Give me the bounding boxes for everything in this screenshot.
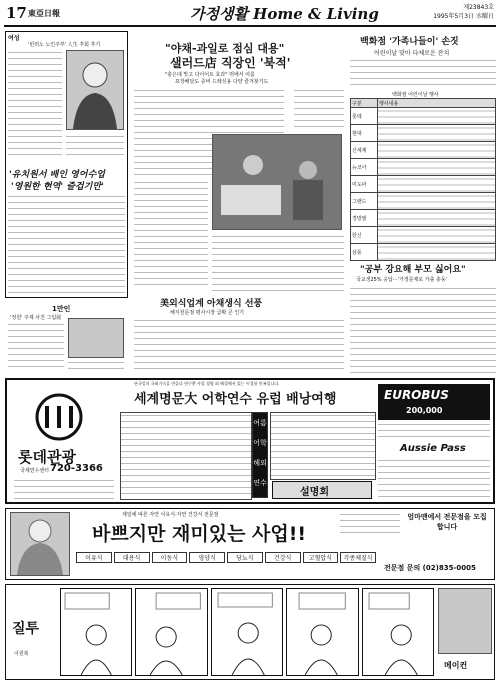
- franchise-headline: 바쁘지만 재미있는 사업!!: [92, 523, 307, 545]
- table-cell: [378, 227, 496, 244]
- category-item: 영양식: [189, 552, 225, 563]
- quote-line-1: '유치원서 배인 영어수업: [9, 170, 105, 180]
- right-subtitle: 어린이날 맞아 다체로운 잔치: [374, 50, 450, 57]
- ad-side-bar: [252, 412, 268, 498]
- paper-name: 東亞日報: [28, 9, 60, 18]
- table-cell: [378, 244, 496, 261]
- side-label: 연수: [253, 479, 267, 487]
- quote-line-2: '영원한 현역' 즐겁기만': [11, 182, 104, 192]
- comic-drawing-icon: [136, 589, 206, 675]
- column-text: [8, 50, 62, 160]
- table-cell: [378, 210, 496, 227]
- comic-title: 질투: [12, 621, 40, 637]
- table-cell: 경방필: [351, 210, 378, 227]
- eurobus-logo: EUROBUS: [384, 388, 449, 402]
- lotte-ad-fineprint: [14, 478, 114, 500]
- photo-scene-icon: [213, 135, 341, 229]
- category-item: 이유식: [76, 552, 112, 563]
- photo-caption: [294, 88, 344, 128]
- table-cell: [378, 176, 496, 193]
- comic-drawing-icon: [363, 589, 433, 675]
- table-cell: 삼풍: [351, 244, 378, 261]
- table-cell: [378, 159, 496, 176]
- main-subtitle-1: "충은데 맛고 다이어트 효과" 뛰에서 여름: [165, 72, 255, 78]
- right-bottom-subtitle: 국교생25% 응답···'가정문제로 가출 충동': [356, 277, 448, 283]
- category-bar: [76, 552, 376, 563]
- table-cell: 미도파: [351, 176, 378, 193]
- eurobus-text: [378, 422, 490, 442]
- lotte-name: 롯데관광: [18, 448, 76, 466]
- issue-info: [396, 3, 494, 21]
- ad-top-note: 단국일의 국외기숙을 만들다 연수뿐 사업 경영 외 해결해서 있는 이경합 민족입니다.: [134, 381, 280, 386]
- table-cell: [378, 108, 496, 125]
- seminar-label: 설명회: [300, 487, 329, 498]
- comic-panel: [211, 588, 283, 676]
- table-cell: 현대: [351, 125, 378, 142]
- table-cell: [378, 142, 496, 159]
- category-item: 각종체질식: [340, 552, 376, 563]
- salad-shop-photo: [212, 134, 342, 230]
- franchise-note: 제일에 따른 자연 이유식·자연 건강식 전문점: [122, 512, 219, 518]
- comic-panel: [60, 588, 132, 676]
- main-text-3: [212, 234, 344, 294]
- column-label: '빈러노 노인주부' 人生 후회 후기: [28, 42, 101, 48]
- franchise-details: [340, 512, 400, 538]
- table-row: [351, 159, 496, 176]
- column-text-2: [66, 134, 124, 160]
- table-header-cell: 행사내용: [378, 99, 496, 108]
- mid-subtitle: 해식전문점 평사시장 급확 큰 인기: [170, 310, 244, 316]
- franchise-tagline: 엄마맨에서 전문점을 모집 합니다: [407, 513, 487, 531]
- right-bottom-title: "공부 강요해 부모 싫어요": [360, 265, 466, 275]
- comic-panel: [135, 588, 207, 676]
- table-row: [351, 193, 496, 210]
- table-cell: 그랜드: [351, 193, 378, 210]
- drawing-image: [68, 318, 124, 358]
- mid-text: [134, 318, 344, 374]
- bottom-box-caption: '정원' 주제 사진 그림展: [10, 315, 62, 321]
- ad-program-table: [270, 412, 376, 480]
- table-row: [351, 108, 496, 125]
- lotte-logo-icon: [14, 392, 104, 442]
- comic-panel: [362, 588, 434, 676]
- drawing-caption: [68, 360, 124, 372]
- right-text-1: [350, 58, 496, 88]
- comic-panels: [60, 588, 434, 676]
- column-box-title: 여성: [8, 35, 20, 42]
- side-label: 여름: [253, 419, 267, 427]
- category-item: 이동식: [152, 552, 188, 563]
- ad-banner: 세계명문大 어학연수 유럽 배낭여행: [134, 392, 337, 407]
- table-header-row: [351, 99, 496, 108]
- table-cell: [378, 125, 496, 142]
- table-header-cell: 구분: [351, 99, 378, 108]
- issue-date: 1995年5月3日 水曜日: [433, 13, 494, 20]
- table-row: [351, 227, 496, 244]
- table-row: [351, 142, 496, 159]
- bottom-text: [8, 322, 64, 372]
- portrait-figure-icon: [67, 51, 123, 129]
- lotte-logo: [14, 392, 104, 442]
- right-title: 백화점 '가족나들이' 손짓: [360, 37, 459, 47]
- table-cell: 뉴코아: [351, 159, 378, 176]
- bottom-box-label: 1만인: [52, 305, 71, 313]
- table-cell: 신세계: [351, 142, 378, 159]
- issue-number: 제23843호: [463, 4, 494, 11]
- aussie-text: [378, 458, 490, 498]
- comic-author: 이원복: [14, 651, 29, 657]
- eurobus-price: 200,000: [406, 406, 443, 415]
- table-row: [351, 176, 496, 193]
- column-text-3: [8, 194, 125, 294]
- table-cell: 한신: [351, 227, 378, 244]
- category-item: 대용식: [114, 552, 150, 563]
- model-figure-icon: [11, 513, 69, 575]
- section-title: 가정생활 Home & Living: [190, 5, 379, 23]
- table-row: [351, 210, 496, 227]
- header-rule: [4, 25, 496, 27]
- page-number: 17: [6, 4, 27, 22]
- main-title-line2: 샐러드店 직장인 '북적': [170, 56, 291, 70]
- table-row: [351, 125, 496, 142]
- portrait-photo: [66, 50, 124, 130]
- comic-drawing-icon: [212, 589, 282, 675]
- main-text-2: [134, 180, 208, 290]
- side-label: 어학: [253, 439, 267, 447]
- right-bottom-text: [350, 286, 496, 374]
- category-item: 건강식: [265, 552, 301, 563]
- side-ad-photo: [438, 588, 492, 654]
- main-subtitle-2: 포장배달도 증비 드레싱용 다양 즐겨찾기도: [175, 79, 269, 85]
- comic-drawing-icon: [287, 589, 357, 675]
- event-table: [350, 98, 496, 261]
- right-table-title: 백화점 어린이날 행사: [392, 92, 439, 98]
- comic-panel: [286, 588, 358, 676]
- mid-title: 美외식업계 아채생식 선풍: [160, 299, 263, 309]
- ad-schedule-table: [120, 412, 252, 500]
- category-item: 고혈압식: [303, 552, 339, 563]
- main-title-line1: "야채-과일로 점심 대용": [165, 42, 285, 55]
- aussie-pass: Aussie Pass: [400, 443, 466, 454]
- comic-drawing-icon: [61, 589, 131, 675]
- category-item: 당뇨식: [227, 552, 263, 563]
- franchise-contact: 전문점 문의 (02)835-0005: [384, 564, 476, 572]
- phone-label: 국제연수센터: [20, 468, 49, 474]
- model-photo: [10, 512, 70, 576]
- brand-logo: 메이컨: [444, 661, 468, 670]
- phone-number: 720-3366: [50, 463, 103, 474]
- side-label: 해외: [253, 459, 267, 467]
- table-cell: [378, 193, 496, 210]
- table-cell: 롯데: [351, 108, 378, 125]
- table-row: [351, 244, 496, 261]
